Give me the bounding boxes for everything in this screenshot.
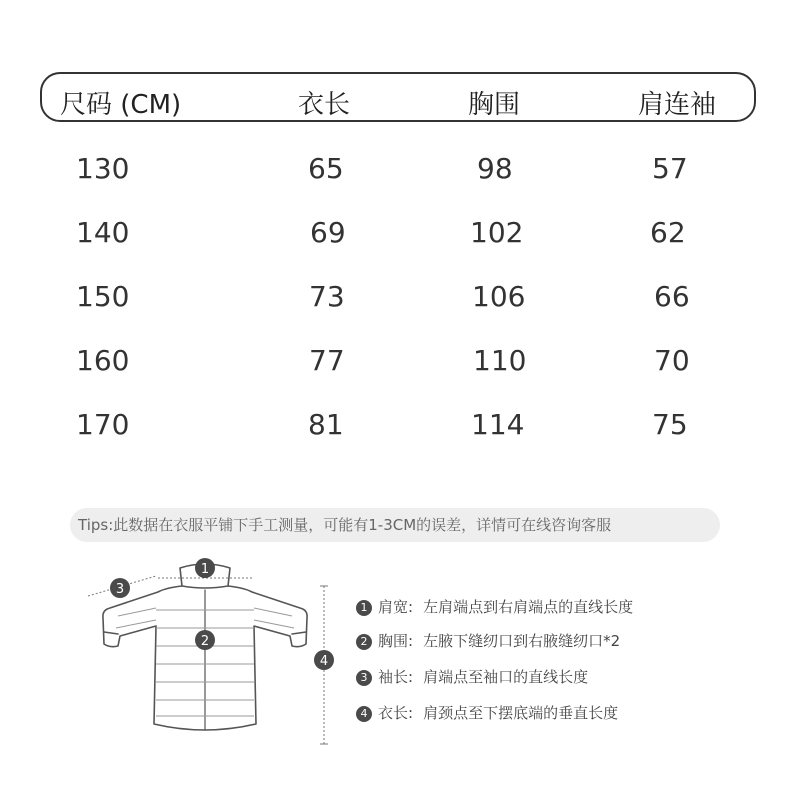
cell-sleeve: 75 <box>652 408 688 441</box>
legend-desc: 肩颈点至下摆底端的垂直长度 <box>423 704 619 722</box>
cell-chest: 102 <box>470 216 524 249</box>
header-chest: 胸围 <box>468 90 521 120</box>
legend-label: 袖长: <box>378 668 414 686</box>
cell-length: 65 <box>308 152 344 185</box>
cell-length: 73 <box>309 280 345 313</box>
svg-text:3: 3 <box>115 582 125 597</box>
legend-item <box>356 596 633 617</box>
legend-desc: 左腋下缝纫口到右腋缝纫口*2 <box>423 632 621 650</box>
legend-label: 胸围: <box>378 632 414 650</box>
cell-length: 81 <box>308 408 344 441</box>
marker-2 <box>195 630 215 650</box>
cell-length: 77 <box>309 344 345 377</box>
header-sleeve: 肩连袖 <box>638 90 717 120</box>
legend-desc: 肩端点至袖口的直线长度 <box>423 668 589 686</box>
cell-size: 150 <box>76 280 130 313</box>
svg-text:2: 2 <box>200 634 210 649</box>
legend-label: 肩宽: <box>378 598 414 616</box>
header-size: 尺码 (CM) <box>60 90 182 120</box>
cell-chest: 98 <box>477 152 513 185</box>
jacket-measurement-diagram <box>70 548 340 758</box>
cell-size: 130 <box>76 152 130 185</box>
legend-item <box>356 666 588 687</box>
legend-number: 4 <box>356 706 372 722</box>
legend-number: 2 <box>356 634 372 650</box>
legend-item <box>356 630 620 651</box>
legend-item <box>356 702 618 723</box>
legend-number: 1 <box>356 600 372 616</box>
cell-sleeve: 66 <box>654 280 690 313</box>
tips-banner: Tips:此数据在衣服平铺下手工测量，可能有1-3CM的误差，详情可在线咨询客服 <box>70 508 720 542</box>
legend-label: 衣长: <box>378 704 414 722</box>
cell-sleeve: 62 <box>650 216 686 249</box>
cell-length: 69 <box>310 216 346 249</box>
marker-3 <box>110 578 130 598</box>
cell-chest: 106 <box>472 280 526 313</box>
cell-sleeve: 57 <box>652 152 688 185</box>
svg-text:1: 1 <box>200 562 210 577</box>
legend-desc: 左肩端点到右肩端点的直线长度 <box>423 598 634 616</box>
cell-chest: 110 <box>473 344 527 377</box>
cell-sleeve: 70 <box>654 344 690 377</box>
cell-size: 170 <box>76 408 130 441</box>
cell-chest: 114 <box>471 408 525 441</box>
marker-1 <box>195 558 215 578</box>
cell-size: 160 <box>76 344 130 377</box>
svg-text:4: 4 <box>319 654 329 669</box>
legend-number: 3 <box>356 670 372 686</box>
header-length: 衣长 <box>298 90 351 120</box>
marker-4 <box>314 650 334 670</box>
cell-size: 140 <box>76 216 130 249</box>
